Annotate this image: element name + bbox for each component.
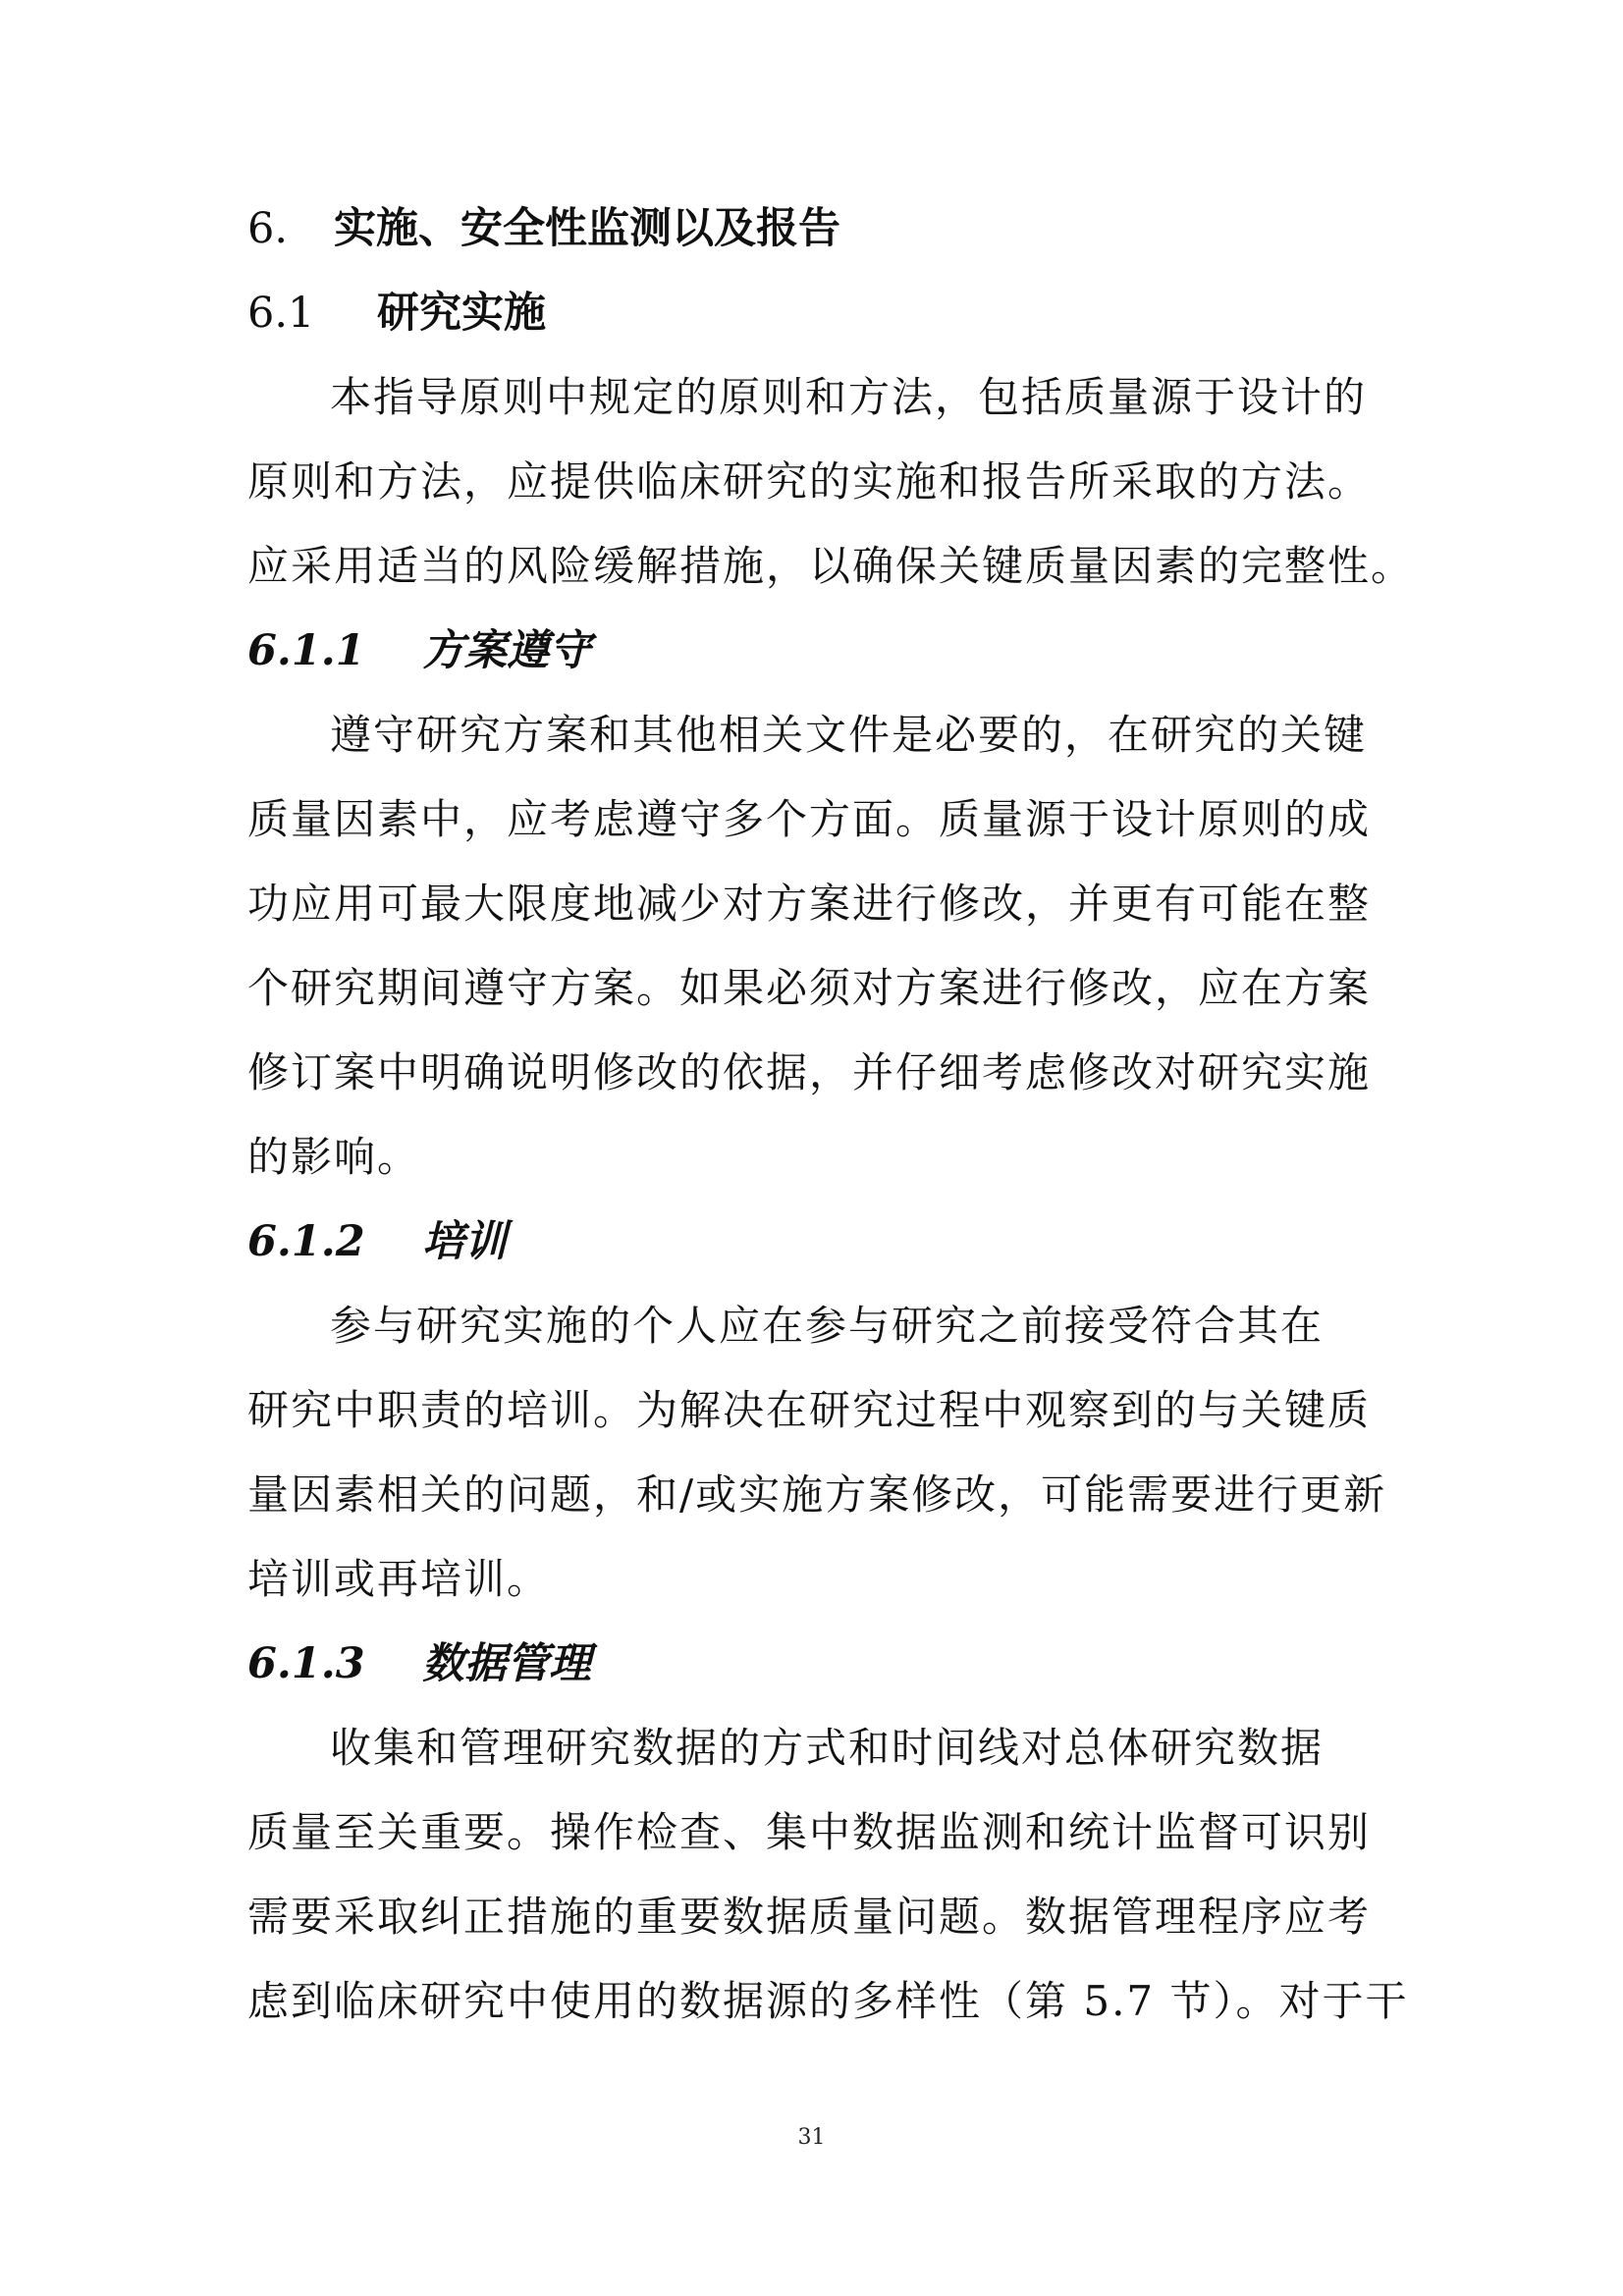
heading-title: 实施、安全性监测以及报告 <box>334 204 840 253</box>
paragraph-line: 需要采取纠正措施的重要数据质量问题。数据管理程序应考 <box>247 1893 1372 1941</box>
paragraph-line: 参与研究实施的个人应在参与研究之前接受符合其在 <box>330 1302 1325 1350</box>
page-content <box>247 187 1415 2044</box>
paragraph-line: 虑到临床研究中使用的数据源的多样性（第 5.7 节）。对于干 <box>247 1977 1409 2025</box>
heading-number: 6.1.3 <box>247 1639 365 1688</box>
heading-number: 6. <box>247 204 289 253</box>
heading-number: 6.1.1 <box>247 626 365 675</box>
heading-section-6-1-1 <box>247 609 1396 693</box>
heading-number: 6.1 <box>247 289 315 338</box>
heading-section-6-1-2 <box>247 1200 1396 1284</box>
heading-section-6 <box>247 187 1396 271</box>
paragraph-line: 质量至关重要。操作检查、集中数据监测和统计监督可识别 <box>247 1808 1372 1856</box>
paragraph-line: 研究中职责的培训。为解决在研究过程中观察到的与关键质 <box>247 1386 1372 1434</box>
paragraph-line: 量因素相关的问题，和/或实施方案修改，可能需要进行更新 <box>247 1470 1387 1519</box>
heading-title: 培训 <box>422 1217 507 1266</box>
paragraph-protocol-compliance <box>247 693 1396 1200</box>
paragraph-line: 应采用适当的风险缓解措施，以确保关键质量因素的完整性。 <box>247 542 1415 590</box>
paragraph-data-management <box>247 1706 1409 2044</box>
paragraph-line: 质量因素中，应考虑遵守多个方面。质量源于设计原则的成 <box>247 795 1372 843</box>
paragraph-study-conduct <box>247 355 1415 609</box>
heading-section-6-1 <box>247 271 1396 355</box>
paragraph-line: 功应用可最大限度地减少对方案进行修改，并更有可能在整 <box>247 880 1372 928</box>
heading-number: 6.1.2 <box>247 1217 365 1266</box>
heading-title: 数据管理 <box>422 1639 591 1688</box>
paragraph-line: 培训或再培训。 <box>247 1555 551 1603</box>
paragraph-line: 收集和管理研究数据的方式和时间线对总体研究数据 <box>330 1724 1325 1772</box>
paragraph-line: 原则和方法，应提供临床研究的实施和报告所采取的方法。 <box>247 457 1372 506</box>
heading-title: 方案遵守 <box>422 626 591 675</box>
heading-section-6-1-3 <box>247 1622 1396 1706</box>
paragraph-line: 本指导原则中规定的原则和方法，包括质量源于设计的 <box>330 373 1368 421</box>
paragraph-line: 遵守研究方案和其他相关文件是必要的，在研究的关键 <box>330 711 1368 759</box>
page-number: 31 <box>797 2125 826 2150</box>
paragraph-training <box>247 1284 1396 1622</box>
paragraph-line: 个研究期间遵守方案。如果必须对方案进行修改，应在方案 <box>247 964 1372 1012</box>
heading-title: 研究实施 <box>377 289 546 338</box>
paragraph-line: 的影响。 <box>247 1133 421 1181</box>
paragraph-line: 修订案中明确说明修改的依据，并仔细考虑修改对研究实施 <box>247 1048 1372 1096</box>
